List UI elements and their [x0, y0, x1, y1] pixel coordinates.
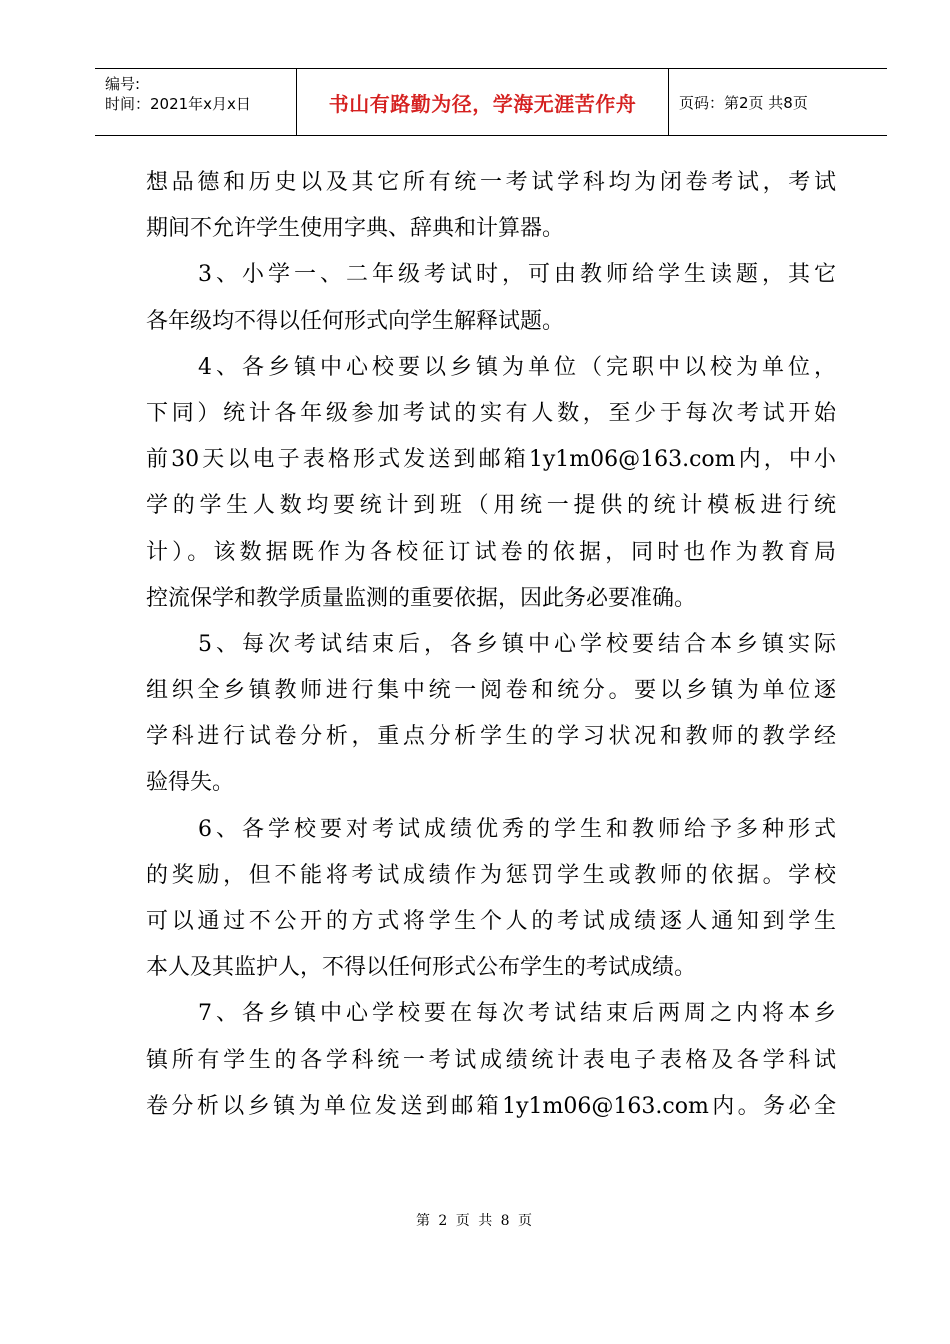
text-line: 3、小学一、二年级考试时，可由教师给学生读题，其它: [146, 262, 836, 288]
text-line: 各年级均不得以任何形式向学生解释试题。: [146, 308, 565, 334]
text-line: 学科进行试卷分析，重点分析学生的学习状况和教师的教学经: [146, 724, 836, 750]
serial-label: 编号:: [105, 75, 141, 93]
text-line: 6、各学校要对考试成绩优秀的学生和教师给予多种形式: [146, 816, 836, 842]
text-line: 下同）统计各年级参加考试的实有人数，至少于每次考试开始: [146, 400, 836, 426]
text-line: 期间不允许学生使用字典、辞典和计算器。: [146, 216, 565, 242]
text-line: 控流保学和教学质量监测的重要依据，因此务必要准确。: [146, 585, 697, 611]
text-line: 可以通过不公开的方式将学生个人的考试成绩逐人通知到学生: [146, 909, 836, 934]
header-motto: 书山有路勤为径，学海无涯苦作舟: [328, 91, 637, 116]
page-header: [95, 68, 887, 136]
text-line: 镇所有学生的各学科统一考试成绩统计表电子表格及各学科试: [146, 1047, 836, 1073]
page-footer: 第 2 页 共 8 页: [415, 1213, 535, 1229]
header-meta: [95, 69, 297, 135]
text-line: 4、各乡镇中心校要以乡镇为单位（完职中以校为单位，: [146, 354, 836, 380]
text-line: 卷分析以乡镇为单位发送到邮箱1y1m06@163.com内。务必全: [146, 1093, 836, 1119]
text-line: 前30天以电子表格形式发送到邮箱1y1m06@163.com内，中小: [146, 447, 836, 473]
text-line: 的奖励，但不能将考试成绩作为惩罚学生或教师的依据。学校: [146, 862, 836, 888]
document-body: [146, 160, 836, 1130]
text-line: 验得失。: [146, 770, 235, 796]
header-page-info: 页码：第2页 共8页: [679, 93, 808, 112]
time-label: 时间：2021年x月x日: [105, 95, 251, 113]
text-line: 计）。该数据既作为各校征订试卷的依据，同时也作为教育局: [146, 539, 836, 565]
text-line: 5、每次考试结束后，各乡镇中心学校要结合本乡镇实际: [146, 631, 836, 657]
header-motto-cell: [297, 69, 669, 135]
text-line: 7、各乡镇中心学校要在每次考试结束后两周之内将本乡: [146, 1001, 836, 1027]
text-line: 学的学生人数均要统计到班（用统一提供的统计模板进行统: [146, 493, 836, 519]
text-line: 本人及其监护人，不得以任何形式公布学生的考试成绩。: [146, 955, 697, 981]
text-line: 组织全乡镇教师进行集中统一阅卷和统分。要以乡镇为单位逐: [146, 678, 836, 704]
text-line: 想品德和历史以及其它所有统一考试学科均为闭卷考试，考试: [146, 170, 836, 195]
